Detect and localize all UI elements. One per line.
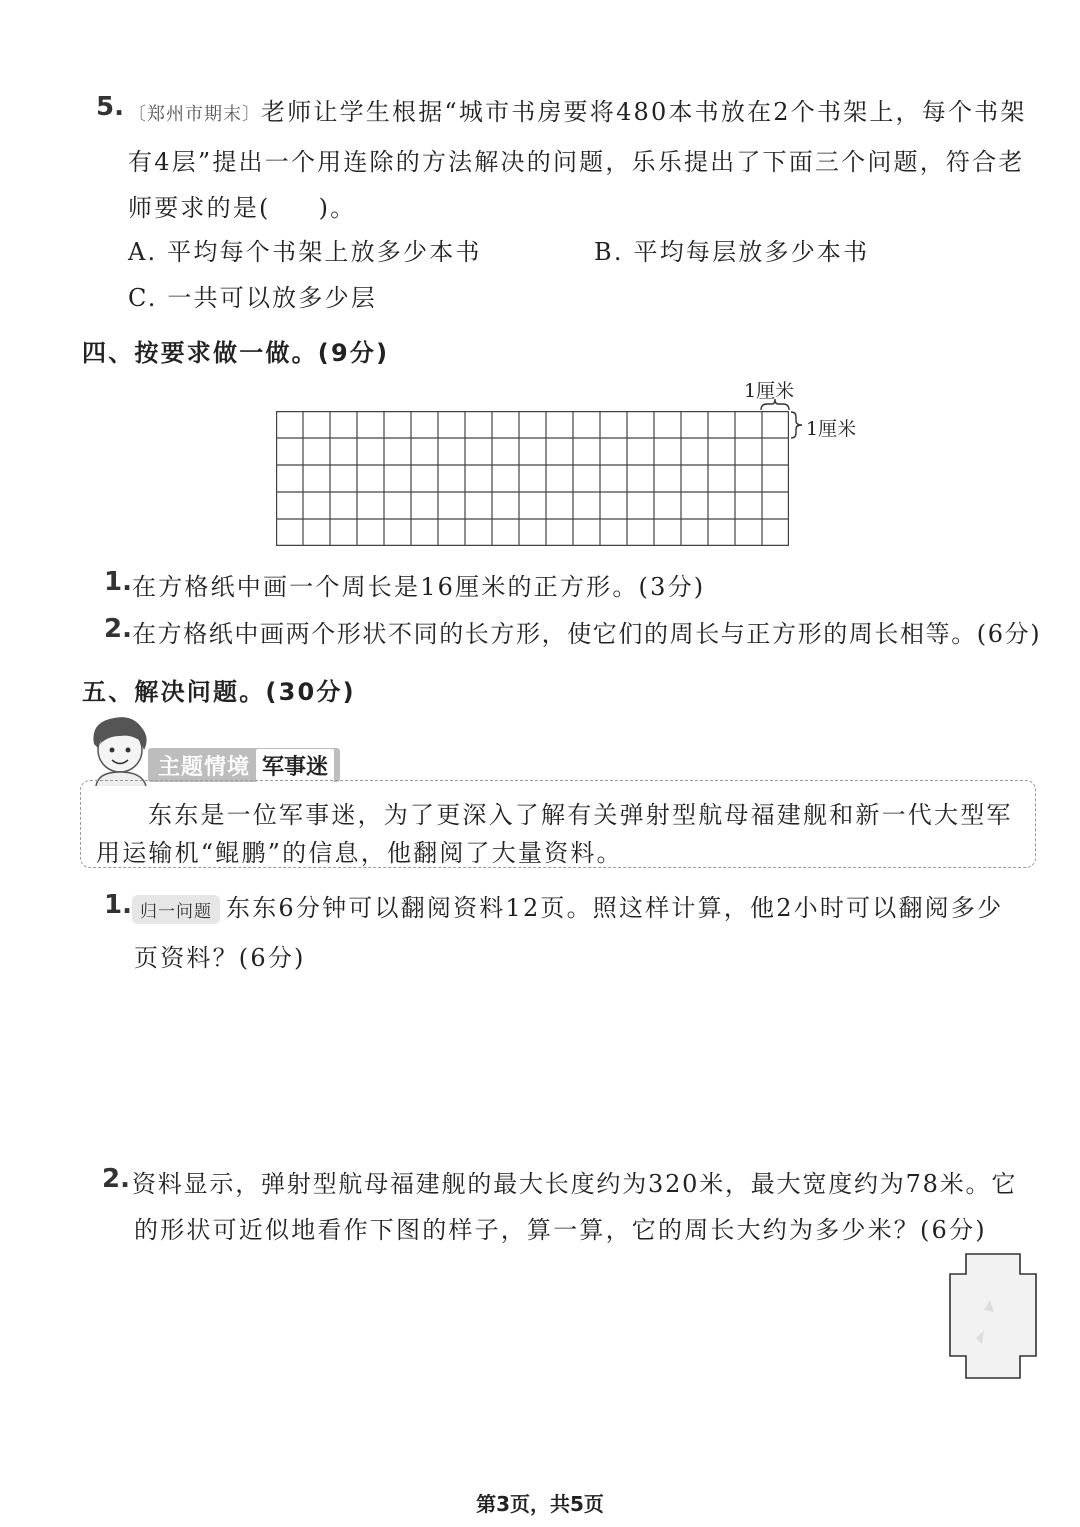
q1-topic-badge: 归一问题 — [132, 895, 220, 924]
section-4-q2-text: 在方格纸中画两个形状不同的长方形，使它们的周长与正方形的周长相等。(6分) — [132, 620, 1042, 648]
section-5-q1-line2: 页资料？(6分) — [134, 944, 306, 972]
question-5-number: 5. — [96, 92, 124, 122]
theme-name: 军事迷 — [256, 749, 334, 782]
story-line2: 用运输机“鲲鹏”的信息，他翻阅了大量资料。 — [96, 839, 623, 867]
page-footer: 第3页，共5页 — [476, 1492, 604, 1516]
grid-label-side: 1厘米 — [806, 418, 857, 440]
section-5-q2-line2: 的形状可近似地看作下图的样子，算一算，它的周长大约为多少米？(6分) — [134, 1216, 987, 1244]
question-5-line1 — [128, 92, 1027, 127]
section-4-heading: 四、按要求做一做。(9分) — [82, 339, 390, 367]
question-5-source: 〔郑州市期末〕 — [128, 104, 261, 125]
question-5-line3-b: )。 — [318, 194, 357, 222]
grid-label-top: 1厘米 — [744, 380, 795, 402]
graph-paper-grid[interactable] — [276, 411, 789, 546]
section-5-q1-number: 1. — [104, 890, 132, 920]
section-5-q2-line1: 资料显示，弹射型航母福建舰的最大长度约为320米，最大宽度约为78米。它 — [132, 1170, 1018, 1198]
section-5-q1-line1 — [132, 888, 1003, 924]
option-a: A. 平均每个书架上放多少本书 — [128, 238, 482, 266]
brace-side-icon — [790, 411, 804, 439]
question-5-line1-text: 老师让学生根据“城市书房要将480本书放在2个书架上，每个书架 — [261, 98, 1027, 126]
question-5-line3-a: 师要求的是( — [128, 194, 271, 222]
question-5-line3 — [128, 188, 356, 223]
section-5-heading: 五、解决问题。(30分) — [82, 678, 356, 706]
option-c: C. 一共可以放多少层 — [128, 284, 377, 312]
section-5-q1-line1-text: 东东6分钟可以翻阅资料12页。照这样计算，他2小时可以翻阅多少 — [226, 894, 1004, 922]
section-4-q2-number: 2. — [104, 614, 132, 644]
theme-banner — [148, 748, 340, 782]
brace-top-icon — [760, 398, 790, 412]
section-4-q1-text: 在方格纸中画一个周长是16厘米的正方形。(3分) — [132, 573, 706, 601]
aircraft-carrier-shape — [948, 1252, 1040, 1382]
section-5-q2-number: 2. — [102, 1164, 130, 1194]
option-b: B. 平均每层放多少本书 — [594, 238, 870, 266]
section-4-q1-number: 1. — [104, 567, 132, 597]
story-line1: 东东是一位军事迷，为了更深入了解有关弹射型航母福建舰和新一代大型军 — [148, 801, 1013, 829]
theme-label: 主题情境 — [158, 754, 251, 780]
question-5-line2: 有4层”提出一个用连除的方法解决的问题，乐乐提出了下面三个问题，符合老 — [128, 148, 1025, 176]
